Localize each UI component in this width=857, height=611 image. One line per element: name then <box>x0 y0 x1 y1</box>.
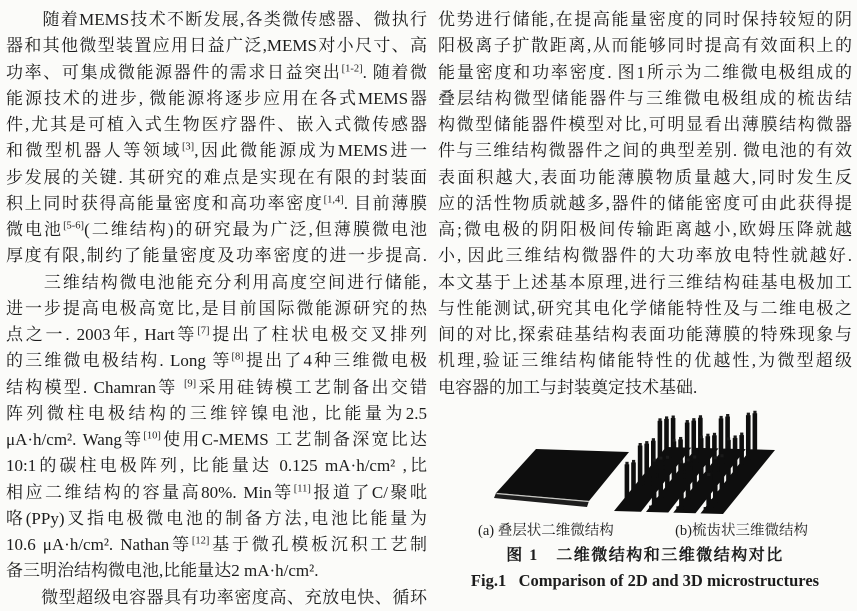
text-line: 能量密度和功率密度. 图1所示为二维微电极组成的 <box>438 62 852 82</box>
text-line: 与性能测试,研究其电化学储能特性及与二维电极之 <box>438 298 852 318</box>
text-line: 高;微电极的阴阳极间传输距离越小,欧姆压降就越 <box>438 220 852 239</box>
text-line: 阵列微柱电极结构的三维锌镍电池, 比能量为2.5 <box>6 403 427 423</box>
text-line: 机理,验证三维结构储能特性的优越性,为微型超级 <box>438 351 852 371</box>
text-line: 和微型机器人等领域[3],因此微能源成为MEMS进一 <box>6 141 427 161</box>
text-line: 相应二维结构的容量高80%. Min等[11]报道了C/聚吡 <box>6 482 427 502</box>
text-line: 件,尤其是可植入式生物医疗器件、嵌入式微传感器 <box>6 115 427 134</box>
text-line: 结构模型. Chamran等 [9]采用硅铸模工艺制备出交错 <box>6 377 427 397</box>
text-line: 随着MEMS技术不断发展,各类微传感器、微执行 <box>6 10 427 29</box>
text-line: 器和其他微型装置应用日益广泛,MEMS对小尺寸、高 <box>6 36 427 56</box>
text-line: 件与三维结构微器件之间的典型差别. 微电池的有效 <box>438 141 852 161</box>
text-line: 厚度有限,制约了能量密度及功率密度的进一步提高. <box>6 246 427 266</box>
text-line: 叠层结构微型储能器件与三维微电极组成的梳齿结 <box>438 88 852 108</box>
text-line: 间的对比,探索硅基结构表面功能薄膜的特殊现象与 <box>438 325 852 344</box>
figure-caption-cn: 图 1 二维微结构和三维微结构对比 <box>506 546 784 564</box>
text-line: 电容器的加工与封装奠定技术基础. <box>438 377 698 397</box>
right-column <box>438 7 852 611</box>
text-line: 备三明治结构微电池,比能量达2 mA·h/cm². <box>6 561 319 581</box>
text-line: 应的活性物质就越多,器件的储能密度可由此获得提 <box>438 193 852 213</box>
figure-subcaption-b: (b)梳齿状三维微结构 <box>675 522 808 539</box>
text-line: 进一步提高电极高宽比,是目前国际微能源研究的热 <box>6 298 427 318</box>
text-line: 微电池[5-6](二维结构)的研究最为广泛,但薄膜微电池 <box>6 220 427 239</box>
text-line: 本文基于上述基本原理,进行三维结构硅基电极加工 <box>438 272 852 292</box>
text-line: 步发展的关键. 其研究的难点是实现在有限的封装面 <box>6 167 427 187</box>
text-line: 功率、可集成微能源器件的需求日益突出[1-2]. 随着微 <box>6 62 427 82</box>
text-line: 10:1的碳柱电极阵列, 比能量达 0.125 mA·h/cm² ,比 <box>6 456 427 476</box>
figure-caption-en: Fig.1 Comparison of 2D and 3D microstructures <box>470 570 820 590</box>
text-line: 小, 因此三维结构微器件的大功率放电特性就越好. <box>438 246 852 266</box>
text-line: 构微型储能器件模型对比,可明显看出薄膜结构微器 <box>438 115 852 134</box>
text-line: 咯(PPy)叉指电极微电池的制备方法,电池比能量为 <box>6 508 427 528</box>
figure-subcaption-a: (a) 叠层状二维微结构 <box>478 522 614 539</box>
left-column <box>6 7 427 611</box>
text-line: 10.6 μA·h/cm². Nathan等[12]基于微孔模板沉积工艺制 <box>6 535 427 554</box>
text-line: 能源技术的进步, 微能源将逐步应用在各式MEMS器 <box>6 88 427 108</box>
text-line: 三维结构微电池能充分利用高度空间进行储能, <box>6 272 427 292</box>
text-line: 优势进行储能,在提高能量密度的同时保持较短的阴 <box>438 10 852 29</box>
figure-subcaptions <box>438 521 852 541</box>
text-line: 点之一. 2003年, Hart等[7]提出了柱状电极交叉排列 <box>6 325 427 344</box>
text-line: 微型超级电容器具有功率密度高、充放电快、循环 <box>6 587 427 607</box>
text-line: 表面积越大,表面功能薄膜物质量越大,同时发生反 <box>438 167 852 187</box>
right-column-text <box>438 7 852 401</box>
text-line: μA·h/cm². Wang等[10]使用C-MEMS 工艺制备深宽比达 <box>6 430 427 449</box>
text-line: 积上同时获得高能量密度和高功率密度[1,4]. 目前薄膜 <box>6 193 427 213</box>
text-line: 阳极离子扩散距离,从而能够同时提高有效面积上的 <box>438 36 852 56</box>
text-line: 的三维微电极结构. Long 等[8]提出了4种三维微电极 <box>6 351 427 371</box>
figure-1 <box>438 403 852 592</box>
figure-image <box>438 403 852 521</box>
